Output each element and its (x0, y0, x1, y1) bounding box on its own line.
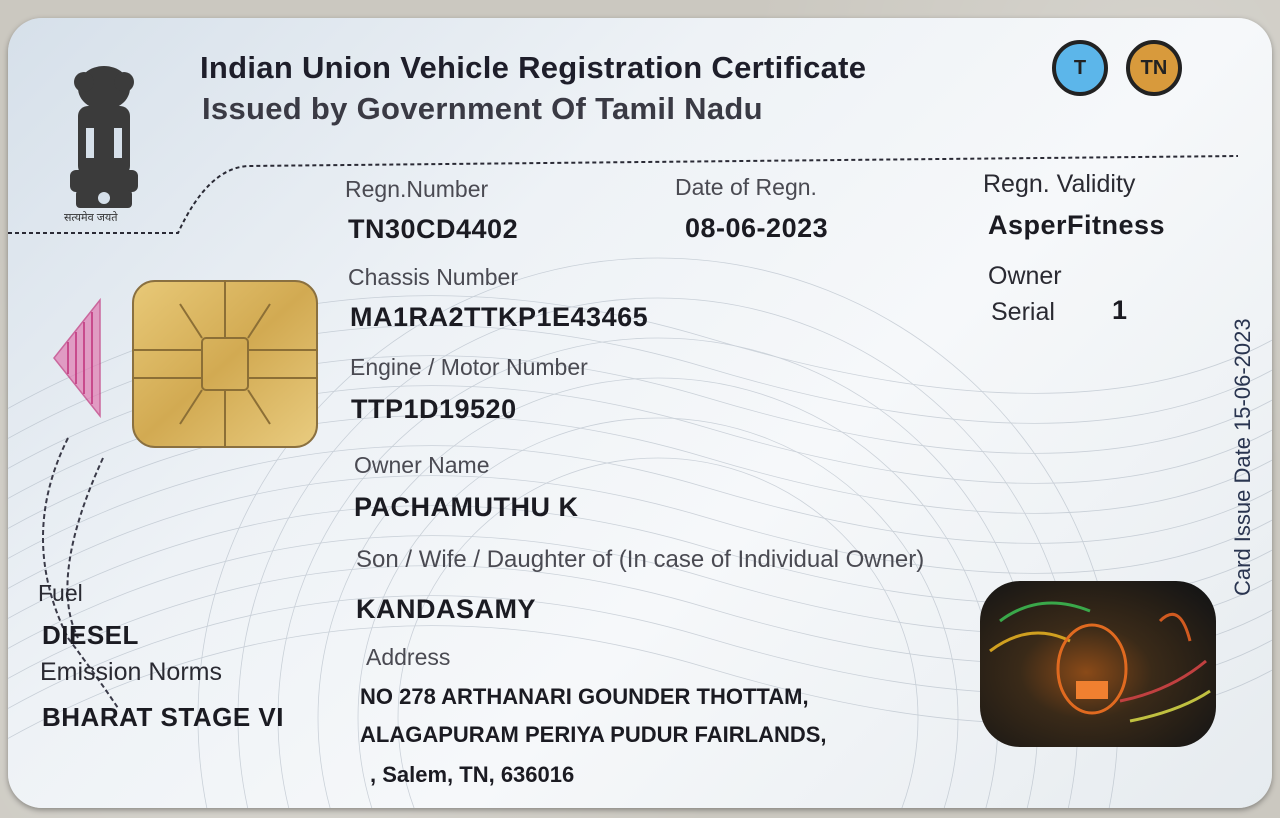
relation-value: KANDASAMY (356, 594, 536, 624)
tn-badge: TN (1126, 40, 1182, 96)
regn-date-label: Date of Regn. (675, 174, 817, 200)
engine-number-value: TTP1D19520 (351, 394, 517, 424)
address-line3: , Salem, TN, 636016 (370, 762, 575, 787)
emission-norms-value: BHARAT STAGE VI (42, 702, 284, 732)
fuel-label: Fuel (38, 580, 83, 606)
triangle-watermark-icon (52, 298, 102, 418)
smart-chip-icon (132, 280, 318, 448)
chassis-number-label: Chassis Number (348, 264, 518, 290)
address-line1: NO 278 ARTHANARI GOUNDER THOTTAM, (360, 684, 809, 709)
emission-norms-label: Emission Norms (40, 658, 222, 686)
card-issue-date: Card Issue Date 15-06-2023 (1230, 318, 1255, 596)
address-label: Address (366, 644, 451, 670)
emblem-motto: सत्यमेव जयते (64, 212, 118, 224)
engine-number-label: Engine / Motor Number (350, 354, 588, 380)
card-title: Indian Union Vehicle Registration Certificate (200, 50, 867, 85)
chassis-number-value: MA1RA2TTKP1E43465 (350, 302, 649, 332)
relation-label: Son / Wife / Daughter of (In case of Individual Owner) (356, 546, 925, 573)
owner-name-label: Owner Name (354, 452, 490, 478)
registration-card (8, 18, 1272, 808)
regn-number-label: Regn.Number (345, 176, 489, 202)
t-badge: T (1052, 40, 1108, 96)
address-line2: ALAGAPURAM PERIYA PUDUR FAIRLANDS, (360, 722, 827, 747)
regn-date-value: 08-06-2023 (685, 213, 829, 243)
fuel-value: DIESEL (42, 620, 139, 650)
owner-serial-label-line1: Owner (988, 262, 1062, 290)
national-emblem-icon (56, 58, 152, 228)
regn-number-value: TN30CD4402 (348, 214, 519, 244)
regn-validity-label: Regn. Validity (983, 170, 1136, 198)
owner-serial-label-line2: Serial (991, 298, 1055, 326)
owner-serial-value: 1 (1112, 295, 1128, 325)
card-subtitle: Issued by Government Of Tamil Nadu (202, 91, 763, 126)
regn-validity-value: AsperFitness (988, 210, 1166, 240)
owner-name-value: PACHAMUTHU K (354, 492, 579, 522)
hologram-icon (980, 581, 1216, 747)
